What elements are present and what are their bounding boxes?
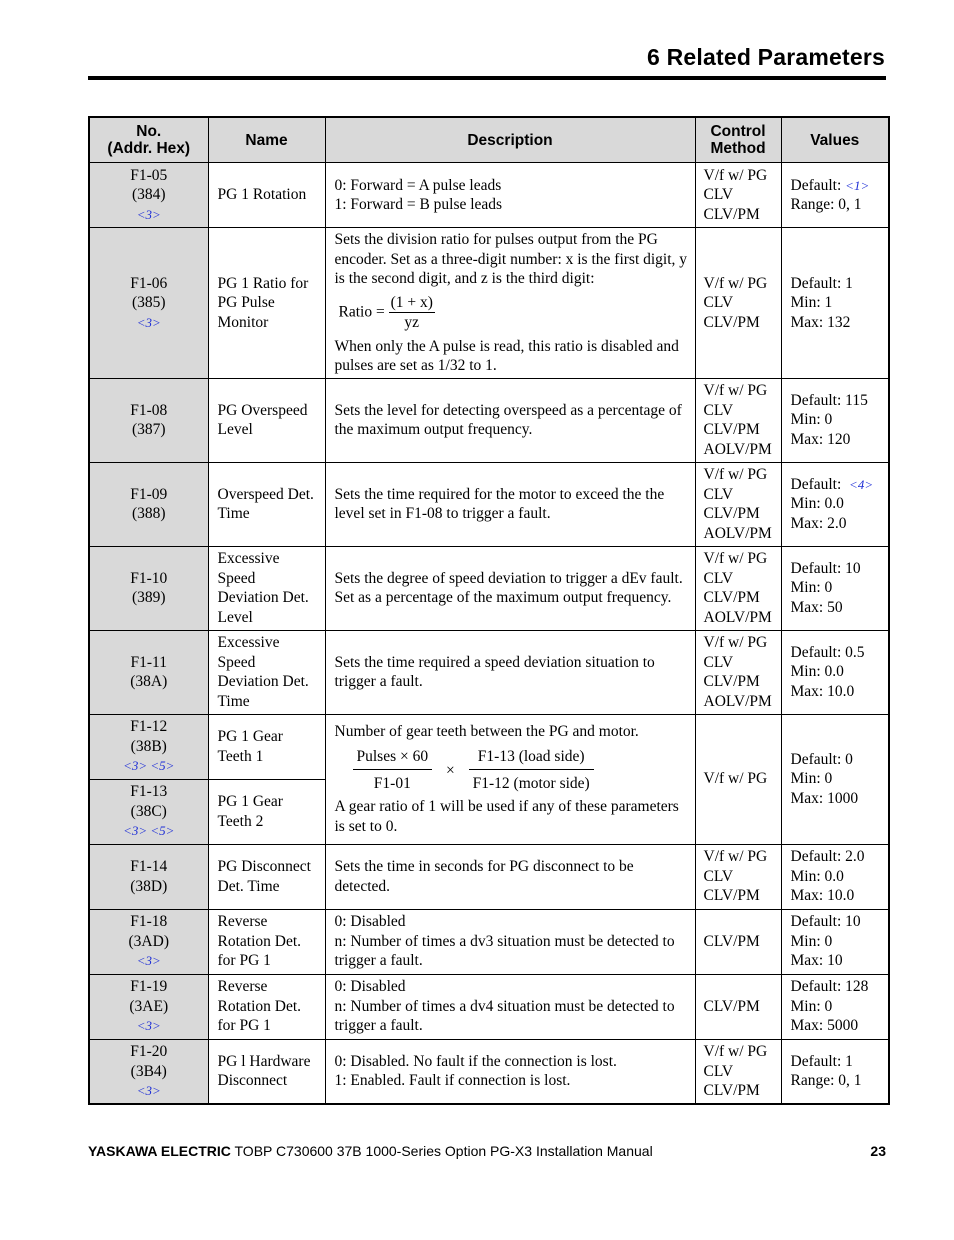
param-name: Excessive Speed Deviation Det. Level <box>208 546 325 630</box>
col-header-values: Values <box>781 117 889 163</box>
param-name: Reverse Rotation Det. for PG 1 <box>208 974 325 1039</box>
param-name: PG 1 Gear Teeth 2 <box>208 779 325 844</box>
param-number: F1-09 (388) <box>89 462 208 546</box>
param-number: F1-08 (387) <box>89 378 208 462</box>
table-row <box>89 462 889 546</box>
param-description: Sets the time in seconds for PG disconnect to be detected. <box>325 844 695 909</box>
param-description: Number of gear teeth between the PG and motor. $\frac{\text{Pulses × 60}}{F1-01}$ × $\frac{\text{F1-13 (load side)}}{\text{F1-12 (motor side)}}$ A gear ratio of 1 will be used if any of these parameters is set to 0. <box>325 714 695 844</box>
parameter-table <box>88 116 890 1105</box>
note-ref: <3> <5> <box>123 823 175 839</box>
control-method: V/f w/ PG CLV CLV/PM <box>695 1039 781 1104</box>
param-description: Sets the division ratio for pulses output from the PG encoder. Set as a three-digit number: x is the first digit, y is the second digit, and z is the third digit: Ratio = $\frac{(1 + x)}{yz}$ When only the A pulse is read, this ratio is disabled and pulses are set as 1/32 to 1. <box>325 228 695 379</box>
table-row <box>89 546 889 630</box>
param-number: F1-14 (38D) <box>89 844 208 909</box>
param-values: Default: 10 Min: 0 Max: 10 <box>781 909 889 974</box>
control-method: V/f w/ PG CLV CLV/PM <box>695 228 781 379</box>
table-row <box>89 714 889 779</box>
param-values: Default: 115 Min: 0 Max: 120 <box>781 378 889 462</box>
table-header-row <box>89 117 889 163</box>
param-description: Sets the time required for the motor to exceed the the level set in F1-08 to trigger a fault. <box>325 462 695 546</box>
table-row <box>89 378 889 462</box>
param-name: PG Disconnect Det. Time <box>208 844 325 909</box>
param-number: F1-18 (3AD) <3> <box>89 909 208 974</box>
param-number: F1-06 (385) <3> <box>89 228 208 379</box>
param-name: PG 1 Ratio for PG Pulse Monitor <box>208 228 325 379</box>
page-footer <box>88 1143 886 1159</box>
control-method: V/f w/ PG CLV CLV/PM <box>695 844 781 909</box>
param-values: Default: <1> Range: 0, 1 <box>781 163 889 228</box>
col-header-no: No. (Addr. Hex) <box>89 117 208 163</box>
param-number: F1-05 (384) <3> <box>89 163 208 228</box>
gear-formula: $\frac{\text{Pulses × 60}}{F1-01}$ × $\frac{\text{F1-13 (load side)}}{\text{F1-12 (motor side)}}$ <box>353 747 691 793</box>
table-row <box>89 909 889 974</box>
note-ref: <3> <box>136 314 161 330</box>
control-method: V/f w/ PG CLV CLV/PM AOLV/PM <box>695 378 781 462</box>
ratio-formula: Ratio = $\frac{(1 + x)}{yz}$ <box>338 293 433 331</box>
control-method: V/f w/ PG CLV CLV/PM AOLV/PM <box>695 630 781 714</box>
table-row <box>89 630 889 714</box>
param-number: F1-11 (38A) <box>89 630 208 714</box>
col-header-name: Name <box>208 117 325 163</box>
param-number: F1-19 (3AE) <3> <box>89 974 208 1039</box>
param-description: 0: Disabled n: Number of times a dv4 situation must be detected to trigger a fault. <box>325 974 695 1039</box>
control-method: V/f w/ PG CLV CLV/PM AOLV/PM <box>695 546 781 630</box>
param-number: F1-12 (38B) <3> <5> <box>89 714 208 779</box>
note-ref: <3> <box>136 953 161 969</box>
param-description: Sets the level for detecting overspeed as a percentage of the maximum output frequency. <box>325 378 695 462</box>
note-ref: <3> <box>136 1018 161 1034</box>
table-row <box>89 844 889 909</box>
param-description: 0: Disabled. No fault if the connection is lost. 1: Enabled. Fault if connection is lost. <box>325 1039 695 1104</box>
note-ref: <1> <box>845 177 870 193</box>
note-ref: <4> <box>849 476 874 492</box>
param-values: Default: <4> Min: 0.0 Max: 2.0 <box>781 462 889 546</box>
param-name: Reverse Rotation Det. for PG 1 <box>208 909 325 974</box>
col-header-description: Description <box>325 117 695 163</box>
param-description: Sets the degree of speed deviation to trigger a dEv fault. Set as a percentage of the maximum output frequency. <box>325 546 695 630</box>
param-description: Sets the time required a speed deviation situation to trigger a fault. <box>325 630 695 714</box>
page-number: 23 <box>870 1143 886 1159</box>
note-ref: <3> <5> <box>123 758 175 774</box>
param-values: Default: 0 Min: 0 Max: 1000 <box>781 714 889 844</box>
param-description: 0: Forward = A pulse leads 1: Forward = B pulse leads <box>325 163 695 228</box>
param-values: Default: 0.5 Min: 0.0 Max: 10.0 <box>781 630 889 714</box>
header-rule <box>88 76 886 80</box>
param-name: PG 1 Gear Teeth 1 <box>208 714 325 779</box>
control-method: CLV/PM <box>695 909 781 974</box>
param-values: Default: 2.0 Min: 0.0 Max: 10.0 <box>781 844 889 909</box>
param-values: Default: 1 Min: 1 Max: 132 <box>781 228 889 379</box>
footer-brand: YASKAWA ELECTRIC <box>88 1143 231 1159</box>
page-title: 6 Related Parameters <box>647 44 885 70</box>
param-name: Excessive Speed Deviation Det. Time <box>208 630 325 714</box>
param-description: 0: Disabled n: Number of times a dv3 situation must be detected to trigger a fault. <box>325 909 695 974</box>
param-name: PG 1 Rotation <box>208 163 325 228</box>
param-number: F1-20 (3B4) <3> <box>89 1039 208 1104</box>
col-header-control-method: Control Method <box>695 117 781 163</box>
param-number: F1-10 (389) <box>89 546 208 630</box>
control-method: V/f w/ PG CLV CLV/PM <box>695 163 781 228</box>
table-row <box>89 228 889 379</box>
param-name: PG Overspeed Level <box>208 378 325 462</box>
footer-doc-title: TOBP C730600 37B 1000-Series Option PG-X3 Installation Manual <box>230 1143 653 1159</box>
table-row <box>89 1039 889 1104</box>
param-name: PG l Hardware Disconnect <box>208 1039 325 1104</box>
param-values: Default: 1 Range: 0, 1 <box>781 1039 889 1104</box>
param-values: Default: 128 Min: 0 Max: 5000 <box>781 974 889 1039</box>
param-values: Default: 10 Min: 0 Max: 50 <box>781 546 889 630</box>
table-row <box>89 974 889 1039</box>
control-method: CLV/PM <box>695 974 781 1039</box>
param-number: F1-13 (38C) <3> <5> <box>89 779 208 844</box>
note-ref: <3> <box>136 1083 161 1098</box>
control-method: V/f w/ PG CLV CLV/PM AOLV/PM <box>695 462 781 546</box>
control-method: V/f w/ PG <box>695 714 781 844</box>
note-ref: <3> <box>136 206 161 222</box>
table-row <box>89 163 889 228</box>
param-name: Overspeed Det. Time <box>208 462 325 546</box>
